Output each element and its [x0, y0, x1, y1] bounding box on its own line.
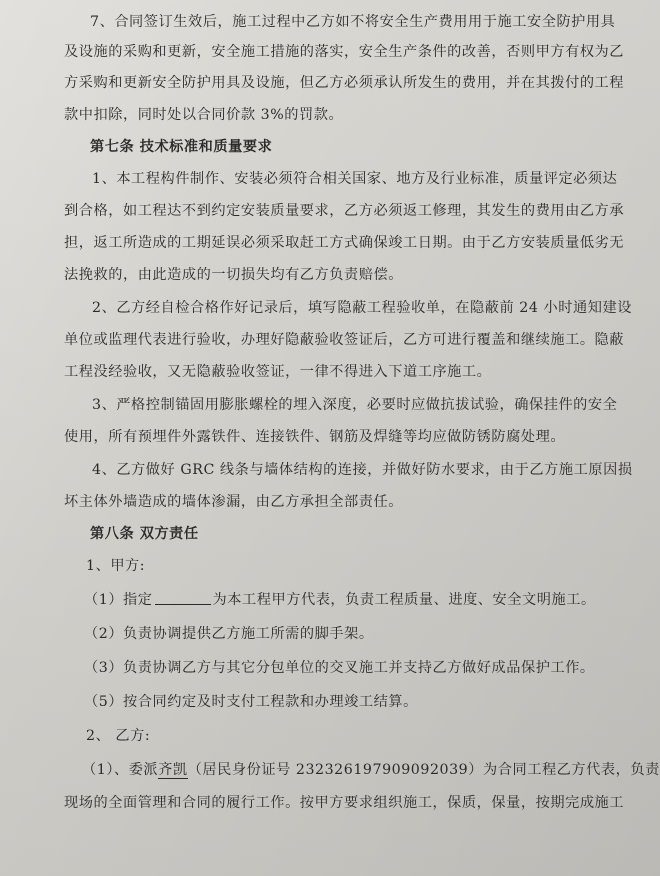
party-b-label: 2、 乙方:: [86, 728, 151, 744]
article-7-clause-4-line-1: 4、乙方做好 GRC 线条与墙体结构的连接，并做好防水要求，由于乙方施工原因损: [92, 462, 633, 478]
party-b-item-1-prefix: （1）、委派: [82, 762, 159, 778]
party-b-item-1-text: （居民身份证号 232326197909092039）为合同工程乙方代表，负责: [187, 762, 660, 778]
article-7-clause-3-line-2: 使用，所有预埋件外露铁件、连接铁件、钢筋及焊缝等均应做防锈防腐处理。: [64, 429, 566, 445]
party-b-item-1-line-2: 现场的全面管理和合同的履行工作。按甲方要求组织施工，保质，保量，按期完成施工: [64, 795, 625, 811]
party-b-representative-name: 齐凯: [158, 762, 188, 778]
article-7-clause-1-line-4: 法挽救的，由此造成的一切损失均有乙方负责赔偿。: [64, 267, 403, 283]
article-7-clause-2-line-2: 单位或监理代表进行验收，办理好隐蔽验收签证后，乙方可进行覆盖和继续施工。隐蔽: [64, 332, 625, 348]
article-7-clause-2-line-1: 2、乙方经自检合格作好记录后，填写隐蔽工程验收单，在隐蔽前 24 小时通知建设: [92, 300, 632, 316]
article-7-clause-1-line-2: 到合格，如工程达不到约定安装质量要求，乙方必须返工修理，其发生的费用由乙方承: [64, 203, 625, 219]
article-7-clause-3-line-1: 3、严格控制锚固用膨胀螺栓的埋入深度，必要时应做抗拔试验，确保挂件的安全: [92, 397, 618, 413]
article-7-heading: 第七条 技术标准和质量要求: [90, 139, 273, 155]
party-a-label: 1、甲方:: [86, 558, 146, 574]
article-7-clause-4-line-2: 坏主体外墙造成的墙体渗漏，由乙方承担全部责任。: [64, 494, 403, 510]
clause-7-line-3: 方采购和更新安全防护用具及设施，但乙方必须承认所发生的费用，并在其拨付的工程: [64, 75, 625, 91]
party-a-item-5: （5）按合同约定及时支付工程款和办理竣工结算。: [84, 694, 418, 710]
representative-blank: [155, 590, 211, 605]
clause-7-line-2: 及设施的采购和更新，安全施工措施的落实，安全生产条件的改善，否则甲方有权为乙: [64, 44, 625, 60]
party-a-item-1-text: 为本工程甲方代表，负责工程质量、进度、安全文明施工。: [212, 592, 596, 608]
party-a-item-2: （2）负责协调提供乙方施工所需的脚手架。: [84, 626, 374, 642]
article-7-clause-1-line-3: 担，返工所造成的工期延误必须采取赶工方式确保竣工日期。由于乙方安装质量低劣无: [64, 235, 625, 251]
article-8-heading: 第八条 双方责任: [90, 526, 199, 542]
party-a-item-1-prefix: （1）指定: [84, 592, 153, 608]
article-7-clause-2-line-3: 工程没经验收，又无隐蔽验收签证，一律不得进入下道工序施工。: [64, 364, 492, 380]
article-7-clause-1-line-1: 1、本工程构件制作、安装必须符合相关国家、地方及行业标准，质量评定必须达: [92, 171, 618, 187]
party-a-item-1: [84, 590, 596, 610]
party-b-item-1-line-1: [82, 760, 660, 780]
clause-7-line-1: 7、合同签订生效后，施工过程中乙方如不将安全生产费用用于施工安全防护用具: [90, 14, 616, 30]
clause-7-line-4: 款中扣除，同时处以合同价款 3%的罚款。: [64, 107, 344, 123]
party-a-item-3: （3）负责协调乙方与其它分包单位的交叉施工并支持乙方做好成品保护工作。: [84, 660, 595, 676]
